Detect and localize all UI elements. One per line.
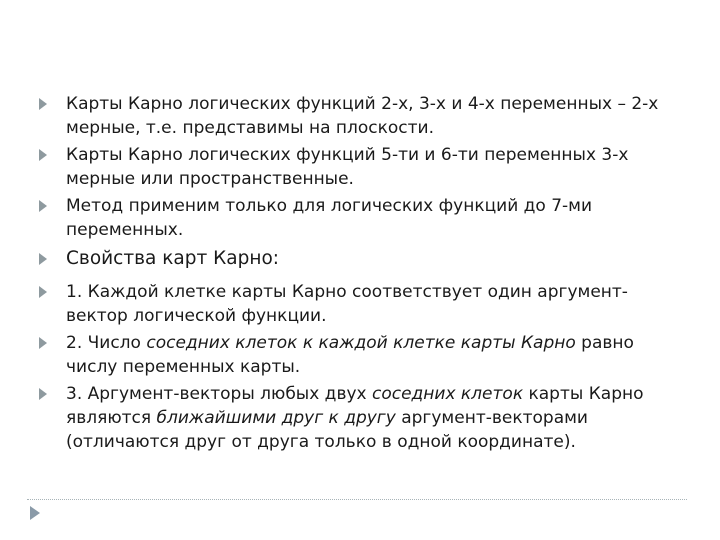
- bullet-text: 1. Каждой клетке карты Карно соответствует один аргумент-вектор логической функции.: [66, 282, 628, 326]
- triangle-right-icon: [39, 253, 47, 265]
- triangle-right-icon: [39, 200, 47, 212]
- triangle-right-icon: [39, 98, 47, 110]
- bullet-text: Карты Карно логических функций 2-х, 3-х и 4-х переменных – 2-х мерные, т.е. представимы на плоскости.: [66, 94, 659, 138]
- bullet-item: [37, 280, 687, 328]
- section-heading: Свойства карт Карно:: [66, 248, 280, 269]
- text-segment: аргумент-векторами (отличаются друг от друга только в одной координате).: [66, 408, 588, 452]
- bullet-item: [37, 331, 687, 379]
- bullet-item: [37, 92, 687, 140]
- bullet-item: [37, 143, 687, 191]
- play-arrow-icon[interactable]: [30, 506, 40, 520]
- text-segment: 3. Аргумент-векторы любых двух: [66, 384, 372, 404]
- italic-segment: соседних клеток к каждой клетке карты Карно: [146, 333, 576, 353]
- footer-divider: [27, 499, 687, 500]
- italic-segment: ближайшими друг к другу: [156, 408, 396, 428]
- bullet-text: [66, 331, 687, 379]
- triangle-right-icon: [39, 337, 47, 349]
- bullet-text: [66, 382, 687, 454]
- triangle-right-icon: [39, 149, 47, 161]
- text-segment: 2. Число: [66, 333, 147, 353]
- bullet-list: [37, 92, 687, 457]
- bullet-item: [37, 382, 687, 454]
- section-heading-item: [37, 246, 687, 272]
- bullet-text: Карты Карно логических функций 5-ти и 6-ти переменных 3-х мерные или пространственные.: [66, 145, 629, 189]
- italic-segment: соседних клеток: [371, 384, 524, 404]
- text-segment: карты Карно являются: [66, 384, 644, 428]
- triangle-right-icon: [39, 388, 47, 400]
- triangle-right-icon: [39, 286, 47, 298]
- bullet-item: [37, 194, 687, 242]
- bullet-text: Метод применим только для логических функций до 7-ми переменных.: [66, 196, 593, 240]
- text-segment: равно числу переменных карты.: [66, 333, 634, 377]
